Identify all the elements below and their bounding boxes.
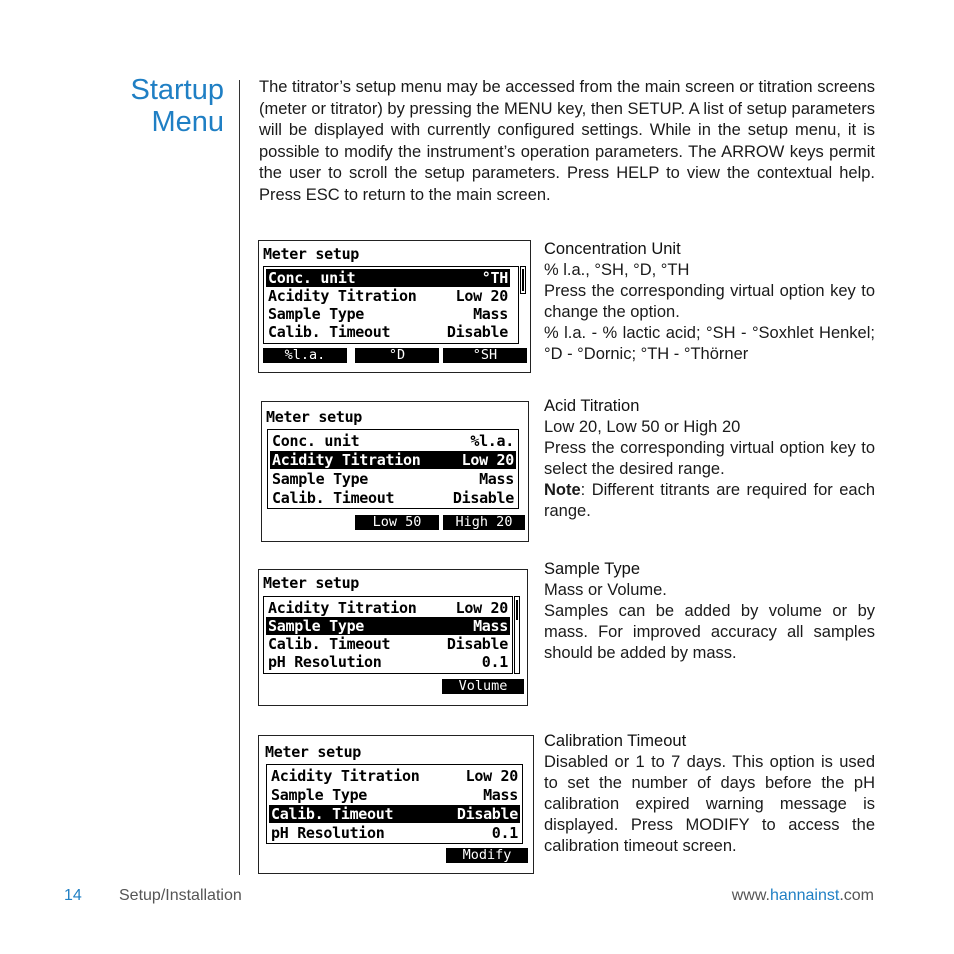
lcd-screen-acid <box>261 401 529 542</box>
lcd-row-value: Low 20 <box>461 451 514 469</box>
lcd-row <box>266 617 510 635</box>
lcd-row-value: Low 20 <box>455 287 508 305</box>
lcd-row <box>266 599 510 617</box>
lcd-row-value: 0.1 <box>481 653 508 671</box>
lcd-row-value: Disable <box>446 635 508 653</box>
lcd-row-value: Mass <box>473 305 508 323</box>
desc-options: Low 20, Low 50 or High 20 <box>544 418 741 436</box>
lcd-row-label: pH Resolution <box>271 824 385 842</box>
lcd-row-label: Acidity Titration <box>272 451 421 469</box>
lcd-scroll-thumb <box>522 269 524 291</box>
lcd-row-value: Disable <box>452 489 514 507</box>
softkey-volume[interactable]: Volume <box>442 679 524 694</box>
lcd-row-label: Sample Type <box>271 786 368 804</box>
lcd-row-value: Mass <box>483 786 518 804</box>
footer-section: Setup/Installation <box>119 887 242 904</box>
lcd-row-value: Disable <box>446 323 508 341</box>
desc-text: Disabled or 1 to 7 days. This option is used to set the number of days before the pH calibration expired warning message is displayed. Press MODIFY to access the calibration timeout screen. <box>544 753 875 855</box>
lcd-title: Meter setup <box>263 574 360 592</box>
lcd-row <box>266 635 510 653</box>
lcd-row-label: Acidity Titration <box>268 599 417 617</box>
lcd-row-value: 0.1 <box>491 824 518 842</box>
softkey-high-20[interactable]: High 20 <box>443 515 525 530</box>
desc-text: Press the corresponding virtual option key to select the desired range. <box>544 439 875 478</box>
lcd-row-label: Acidity Titration <box>271 767 420 785</box>
vertical-divider <box>239 80 240 875</box>
lcd-row <box>269 786 520 804</box>
section-title-line1: Startup <box>130 74 224 106</box>
section-title-line2: Menu <box>151 106 224 138</box>
desc-text: Press the corresponding virtual option key to change the option. <box>544 282 875 321</box>
section-title <box>100 74 224 138</box>
lcd-list <box>263 596 513 674</box>
lcd-scrollbar <box>514 596 520 674</box>
lcd-list <box>266 764 523 844</box>
lcd-row-label: Sample Type <box>272 470 369 488</box>
lcd-row <box>266 653 510 671</box>
page-number: 14 <box>64 887 82 904</box>
lcd-row-label: Calib. Timeout <box>268 323 391 341</box>
desc-note <box>544 480 875 522</box>
lcd-row-label: Calib. Timeout <box>268 635 391 653</box>
lcd-row-value: Low 20 <box>465 767 518 785</box>
desc-heading: Concentration Unit <box>544 240 681 258</box>
desc-heading: Acid Titration <box>544 397 640 415</box>
lcd-title: Meter setup <box>266 408 363 426</box>
lcd-row-label: Acidity Titration <box>268 287 417 305</box>
desc-acid <box>544 396 875 522</box>
lcd-row-label: Conc. unit <box>272 432 360 450</box>
url-prefix: www. <box>731 887 770 904</box>
softkey-modify[interactable]: Modify <box>446 848 528 863</box>
lcd-row-value: Mass <box>473 617 508 635</box>
lcd-screen-calibration <box>258 735 534 874</box>
lcd-row-value: °TH <box>481 269 508 287</box>
lcd-row <box>266 305 510 323</box>
lcd-title: Meter setup <box>265 743 362 761</box>
softkey-la[interactable]: %l.a. <box>263 348 347 363</box>
lcd-row <box>269 767 520 785</box>
softkey-low-50[interactable]: Low 50 <box>355 515 439 530</box>
lcd-screen-concentration <box>258 240 531 373</box>
lcd-row-label: Calib. Timeout <box>271 805 394 823</box>
lcd-row <box>266 323 510 341</box>
lcd-row <box>269 824 520 842</box>
note-label: Note <box>544 481 581 499</box>
lcd-title: Meter setup <box>263 245 360 263</box>
url-brand: hannainst <box>769 887 840 904</box>
lcd-row-value: Low 20 <box>455 599 508 617</box>
desc-heading: Calibration Timeout <box>544 732 687 750</box>
lcd-row-label: Sample Type <box>268 305 365 323</box>
lcd-scroll-thumb <box>516 600 518 620</box>
desc-sample <box>544 559 875 664</box>
lcd-row-label: Sample Type <box>268 617 365 635</box>
url-suffix: .com <box>839 887 874 904</box>
desc-text: Samples can be added by volume or by mass. For improved accuracy all samples should be added by mass. <box>544 602 875 662</box>
lcd-row-value: %l.a. <box>470 432 514 450</box>
softkey-sh[interactable]: °SH <box>443 348 527 363</box>
lcd-row-label: Conc. unit <box>268 269 356 287</box>
lcd-row-value: Disable <box>456 805 518 823</box>
lcd-screen-sample <box>258 569 528 706</box>
lcd-list <box>267 429 519 509</box>
lcd-row <box>266 269 510 287</box>
lcd-row-label: pH Resolution <box>268 653 382 671</box>
desc-legend: % l.a. - % lactic acid; °SH - °Soxhlet Henkel; °D - °Dornic; °TH - °Thörner <box>544 324 875 363</box>
lcd-row <box>269 805 520 823</box>
desc-concentration <box>544 239 875 365</box>
intro-paragraph: The titrator’s setup menu may be accessed from the main screen or titration screens (meter or titrator) by pressing the MENU key, then SETUP. A list of setup parameters will be displayed with currently configured settings. While in the setup menu, it is possible to modify the instrument’s operation parameters. The ARROW keys permit the user to scroll the setup parameters. Press HELP to view the contextual help. Press ESC to return to the main screen. <box>259 78 875 204</box>
lcd-row <box>270 451 516 469</box>
lcd-list <box>263 266 519 344</box>
note-text: : Different titrants are required for each range. <box>544 481 875 520</box>
lcd-scrollbar <box>520 266 526 294</box>
footer-url[interactable] <box>732 887 874 905</box>
lcd-row-value: Mass <box>479 470 514 488</box>
desc-calibration <box>544 731 875 857</box>
lcd-row <box>266 287 510 305</box>
desc-options: Mass or Volume. <box>544 581 667 599</box>
softkey-d[interactable]: °D <box>355 348 439 363</box>
desc-options: % l.a., °SH, °D, °TH <box>544 261 690 279</box>
lcd-row-label: Calib. Timeout <box>272 489 395 507</box>
lcd-row <box>270 470 516 488</box>
lcd-row <box>270 489 516 507</box>
lcd-row <box>270 432 516 450</box>
desc-heading: Sample Type <box>544 560 641 578</box>
